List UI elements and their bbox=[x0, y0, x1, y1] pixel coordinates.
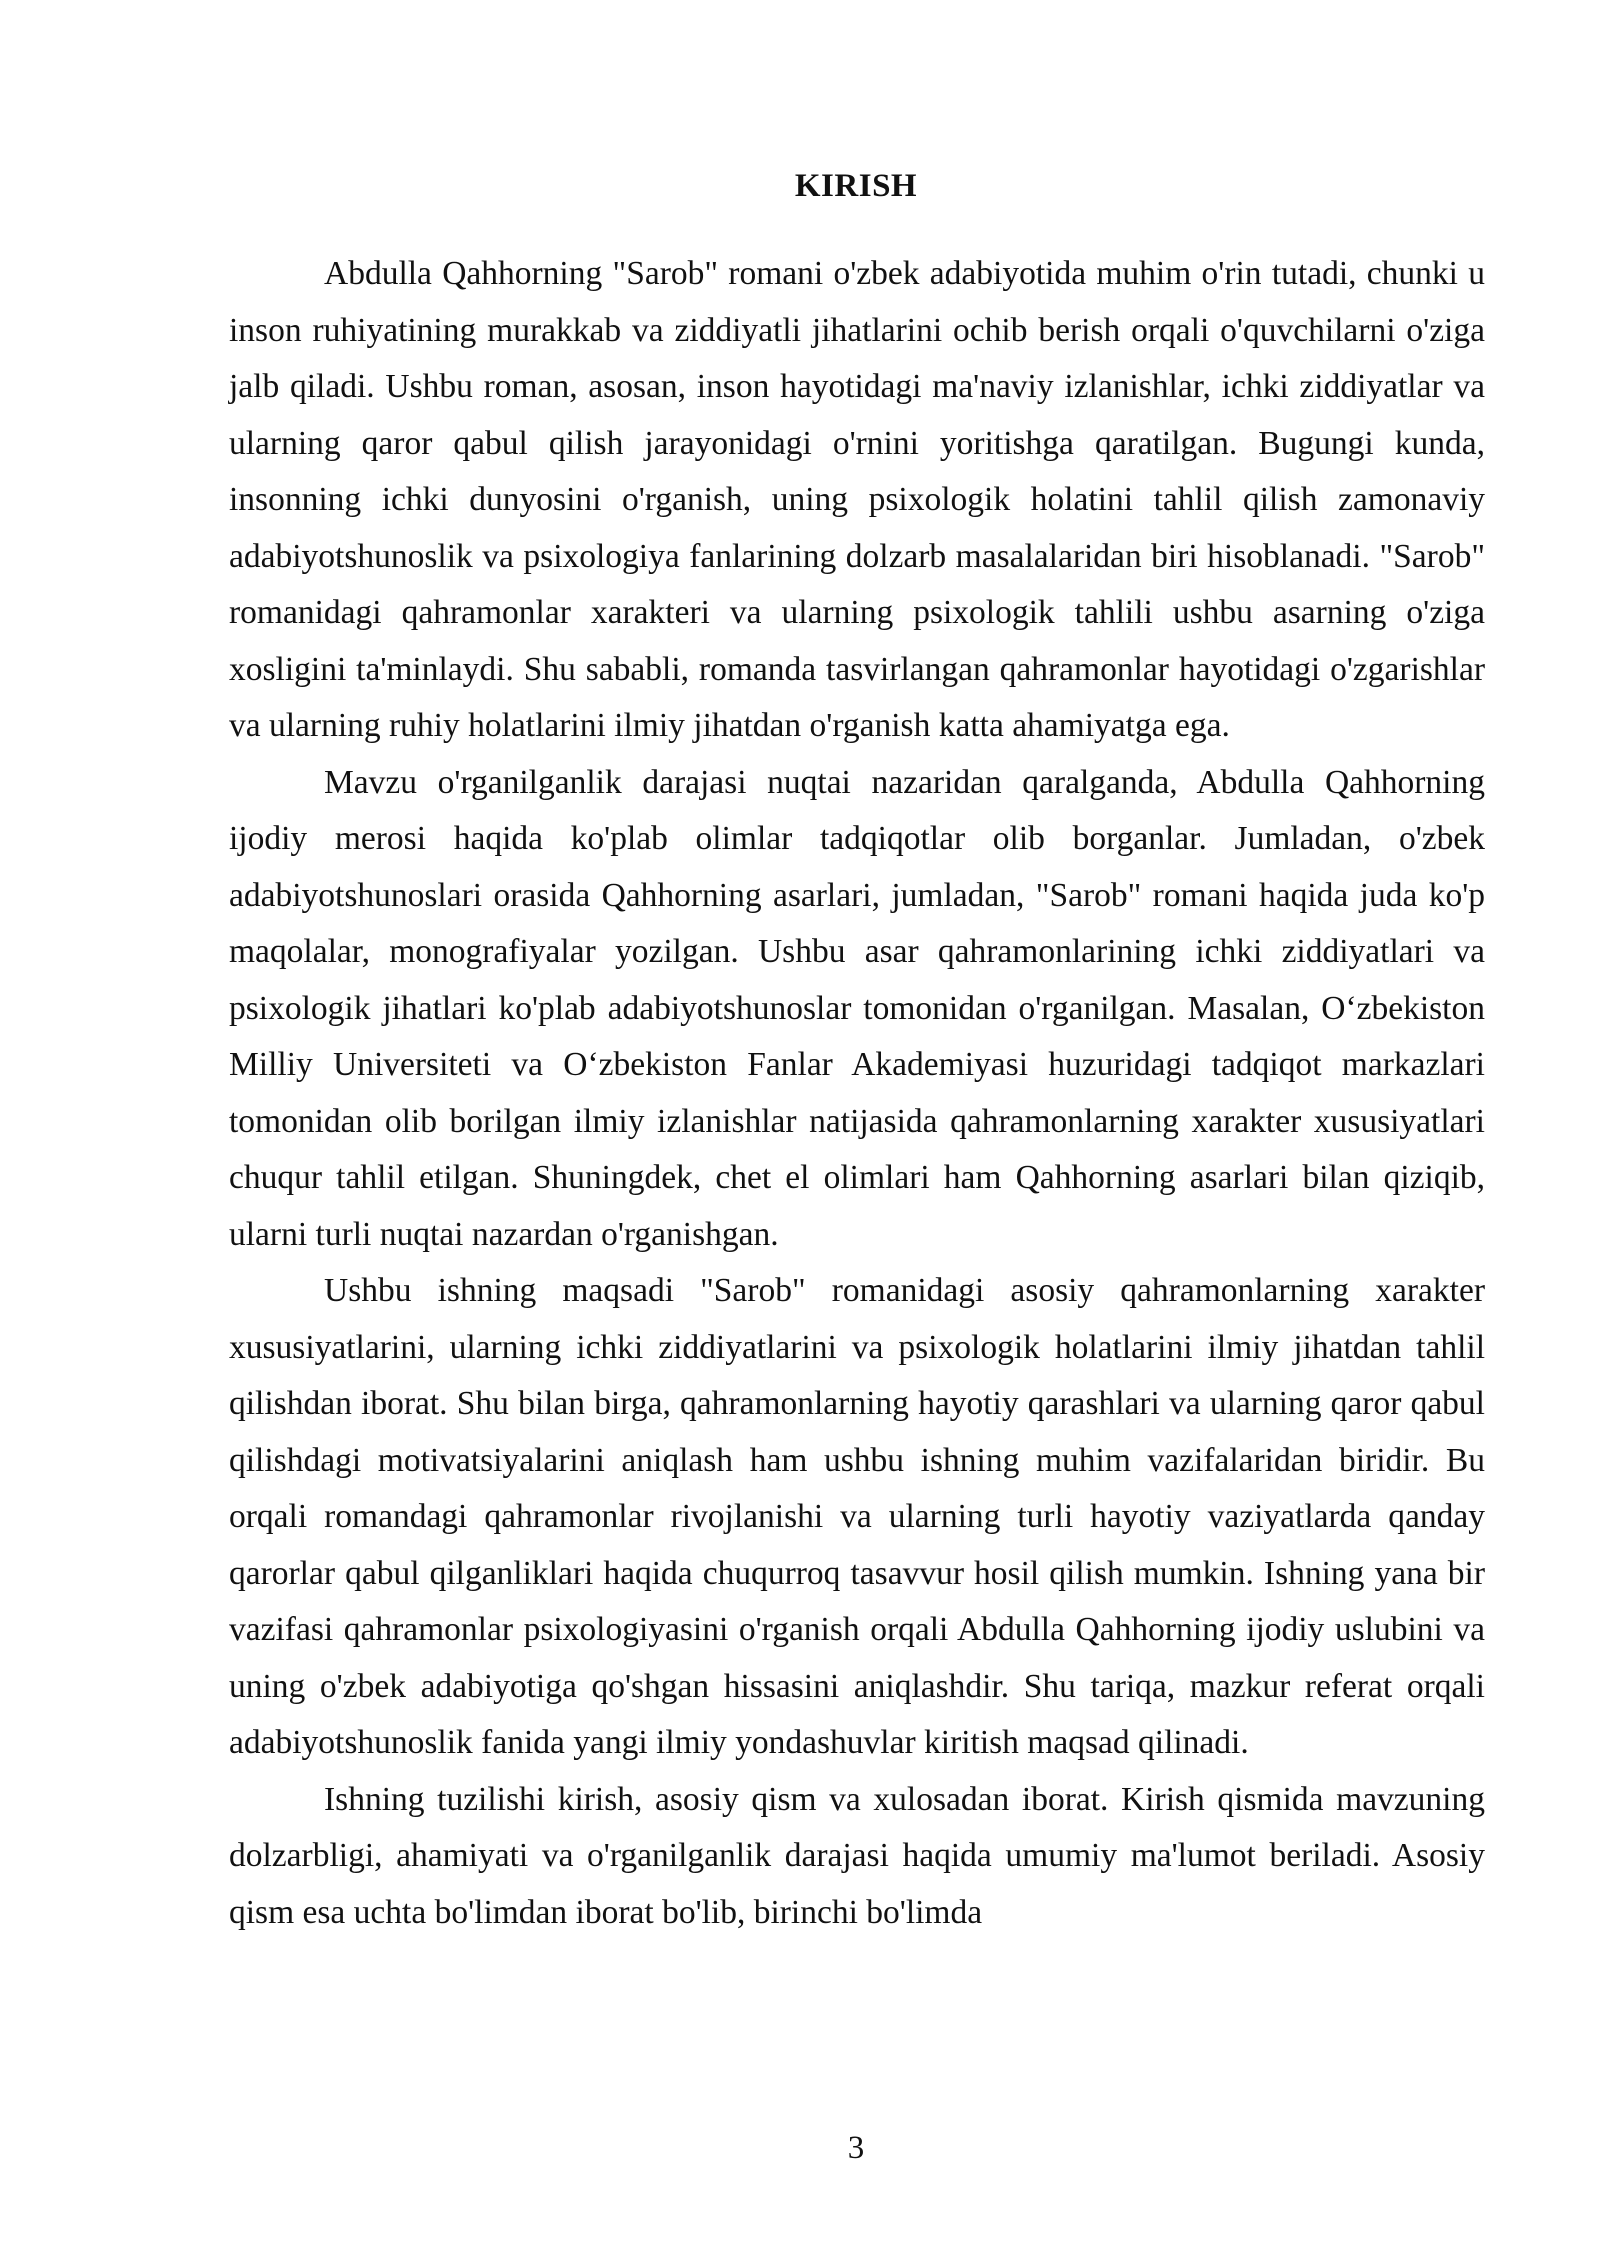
paragraph-research-review: Mavzu o'rganilganlik darajasi nuqtai nazaridan qaralganda, Abdulla Qahhorning ijodiy merosi haqida ko'plab olimlar tadqiqotlar olib borganlar. Jumladan, o'zbek adabiyotshunoslari orasida Qahhorning asarlari, jumladan, "Sarob" romani haqida juda ko'p maqolalar, monografiyalar yozilgan. Ushbu asar qahramonlarining ichki ziddiyatlari va psixologik jihatlari ko'plab adabiyotshunoslar tomonidan o'rganilgan. Masalan, O‘zbekiston Milliy Universiteti va O‘zbekiston Fanlar Akademiyasi huzuridagi tadqiqot markazlari tomonidan olib borilgan ilmiy izlanishlar natijasida qahramonlarning xarakter xususiyatlari chuqur tahlil etilgan. Shuningdek, chet el olimlari ham Qahhorning asarlari bilan qiziqib, ularni turli nuqtai nazardan o'rganishgan. bbox=[229, 763, 1485, 1253]
paragraph-introduction: Abdulla Qahhorning "Sarob" romani o'zbek adabiyotida muhim o'rin tutadi, chunki u inson ruhiyatining murakkab va ziddiyatli jihatlarini ochib berish orqali o'quvchilarni o'ziga jalb qiladi. Ushbu roman, asosan, inson hayotidagi ma'naviy izlanishlar, ichki ziddiyatlar va ularning qaror qabul qilish jarayonidagi o'rnini yoritishga qaratilgan. Bugungi kunda, insonning ichki dunyosini o'rganish, uning psixologik holatini tahlil qilish zamonaviy adabiyotshunoslik va psixologiya fanlarining dolzarb masalalaridan biri hisoblanadi. "Sarob" romanidagi qahramonlar xarakteri va ularning psixologik tahlili ushbu asarning o'ziga xosligini ta'minlaydi. Shu sababli, romanda tasvirlangan qahramonlar hayotidagi o'zgarishlar va ularning ruhiy holatlarini ilmiy jihatdan o'rganish katta ahamiyatga ega. bbox=[229, 255, 1485, 744]
page-body bbox=[229, 246, 1485, 1941]
page-title: KIRISH bbox=[794, 168, 918, 204]
paragraph-work-structure: Ishning tuzilishi kirish, asosiy qism va xulosadan iborat. Kirish qismida mavzuning dolzarbligi, ahamiyati va o'rganilganlik darajasi haqida umumiy ma'lumot beriladi. Asosiy qism esa uchta bo'limdan iborat bo'lib, birinchi bo'limda bbox=[229, 1780, 1485, 1931]
paragraph-research-goals: Ushbu ishning maqsadi "Sarob" romanidagi asosiy qahramonlarning xarakter xususiyatlarini, ularning ichki ziddiyatlarini va psixologik holatlarini ilmiy jihatdan tahlil qilishdan iborat. Shu bilan birga, qahramonlarning hayotiy qarashlari va ularning qaror qabul qilishdagi motivatsiyalarini aniqlash ham ushbu ishning muhim vazifalaridan biridir. Bu orqali romandagi qahramonlar rivojlanishi va ularning turli hayotiy vaziyatlarda qanday qarorlar qabul qilganliklari haqida chuqurroq tasavvur hosil qilish mumkin. Ishning yana bir vazifasi qahramonlar psixologiyasini o'rganish orqali Abdulla Qahhorning ijodiy uslubini va uning o'zbek adabiyotiga qo'shgan hissasini aniqlashdir. Shu tariqa, mazkur referat orqali adabiyotshunoslik fanida yangi ilmiy yondashuvlar kiritish maqsad qilinadi. bbox=[229, 1272, 1485, 1761]
page-number: 3 bbox=[847, 2130, 865, 2166]
